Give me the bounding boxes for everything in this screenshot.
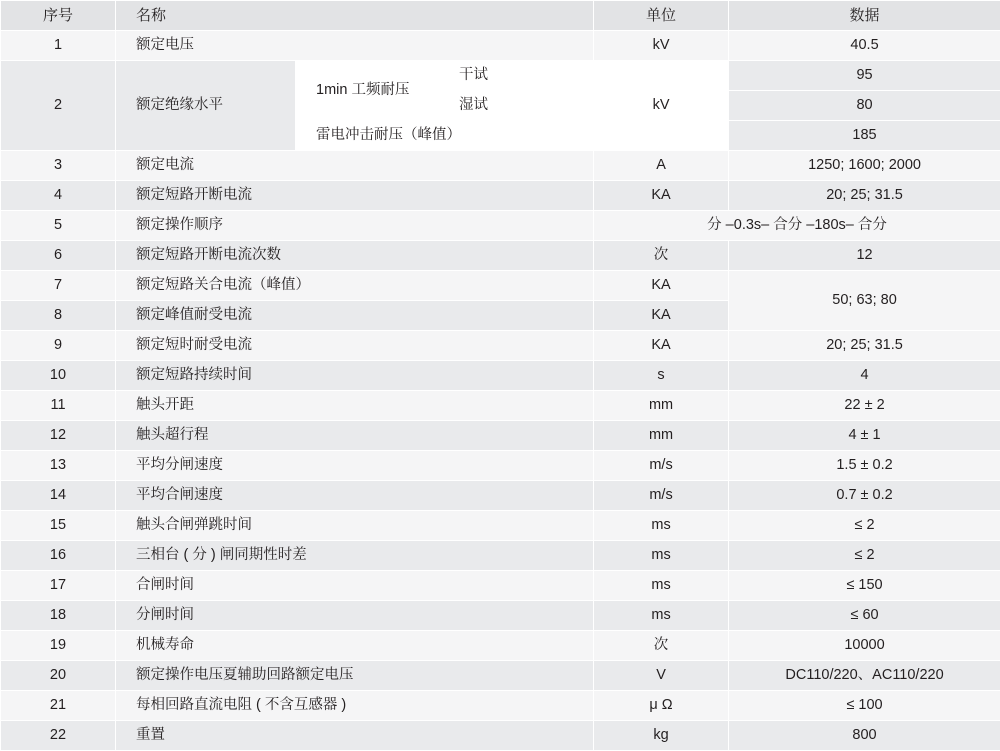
row-name (116, 601, 594, 631)
row-no-value: 8 (1, 302, 115, 329)
table-row (1, 631, 1000, 661)
row-unit (594, 541, 729, 571)
row-no-value: 22 (1, 722, 115, 749)
row-name (116, 421, 594, 451)
row-no (1, 691, 116, 721)
row-name (116, 481, 594, 511)
row-name-value: 额定电压 (116, 32, 593, 59)
row-data (594, 211, 1000, 241)
row-no-value: 14 (1, 482, 115, 509)
row-unit (594, 601, 729, 631)
row-data-value: 95 (729, 62, 1000, 89)
row-no (1, 361, 116, 391)
row-name (116, 451, 594, 481)
row-unit (594, 301, 729, 331)
row-name-value: 合闸时间 (116, 572, 593, 599)
row-no-value: 7 (1, 272, 115, 299)
table-row (1, 451, 1000, 481)
row-no (1, 301, 116, 331)
row-unit (594, 511, 729, 541)
row-data (729, 271, 1000, 331)
table-row (1, 601, 1000, 631)
row-name-value: 额定操作顺序 (116, 212, 593, 239)
row-data-value: 0.7 ± 0.2 (729, 482, 1000, 509)
row-no-value: 13 (1, 452, 115, 479)
row-name (116, 61, 296, 151)
row-name (116, 571, 594, 601)
row-unit-value: mm (594, 392, 728, 419)
row-no-value: 15 (1, 512, 115, 539)
row-no (1, 271, 116, 301)
table-row (1, 721, 1000, 751)
row-data (729, 241, 1000, 271)
row-no (1, 391, 116, 421)
row-no-value: 6 (1, 242, 115, 269)
row-subitem (439, 61, 594, 91)
row-unit-value: μ Ω (594, 692, 728, 719)
row-unit-value: mm (594, 422, 728, 449)
row-no-value: 4 (1, 182, 115, 209)
row-no-value: 19 (1, 632, 115, 659)
row-name (116, 631, 594, 661)
row-data (729, 151, 1000, 181)
row-name-value: 额定短路关合电流（峰值） (116, 272, 593, 299)
row-name-value: 平均分闸速度 (116, 452, 593, 479)
row-unit (594, 391, 729, 421)
row-data-value: 20; 25; 31.5 (729, 182, 1000, 209)
row-unit-value: m/s (594, 452, 728, 479)
row-name-value: 每相回路直流电阻 ( 不含互感器 ) (116, 692, 593, 719)
row-unit-value: ms (594, 572, 728, 599)
row-no (1, 481, 116, 511)
row-name (116, 511, 594, 541)
table-row (1, 361, 1000, 391)
row-name (116, 541, 594, 571)
row-unit (594, 271, 729, 301)
row-no (1, 421, 116, 451)
row-data-value: 12 (729, 242, 1000, 269)
row-data (729, 421, 1000, 451)
row-data-value: ≤ 2 (729, 512, 1000, 539)
row-subgroup-value: 1min 工频耐压 (296, 77, 438, 104)
row-unit-value: V (594, 662, 728, 689)
row-data-value: ≤ 100 (729, 692, 1000, 719)
row-name-value: 触头开距 (116, 392, 593, 419)
row-name-value: 机械寿命 (116, 632, 593, 659)
row-name-value: 额定峰值耐受电流 (116, 302, 593, 329)
row-unit-value: kV (594, 92, 728, 119)
row-unit (594, 61, 729, 151)
row-data-value: 1.5 ± 0.2 (729, 452, 1000, 479)
row-no (1, 631, 116, 661)
table-row (1, 151, 1000, 181)
row-no (1, 241, 116, 271)
table-header-row (1, 1, 1000, 31)
row-name-value: 额定绝缘水平 (116, 92, 295, 119)
row-data (729, 451, 1000, 481)
row-unit-value: kV (594, 32, 728, 59)
row-name (116, 271, 594, 301)
row-name (116, 721, 594, 751)
row-unit (594, 721, 729, 751)
row-data (729, 721, 1000, 751)
table-row (1, 181, 1000, 211)
row-data-value: 20; 25; 31.5 (729, 332, 1000, 359)
row-name-value: 三相台 ( 分 ) 闸同期性时差 (116, 542, 593, 569)
row-unit-value: kg (594, 722, 728, 749)
row-data-value: 40.5 (729, 32, 1000, 59)
row-unit (594, 151, 729, 181)
row-unit (594, 331, 729, 361)
row-name-value: 额定操作电压夏辅助回路额定电压 (116, 662, 593, 689)
row-name (116, 301, 594, 331)
table-row (1, 211, 1000, 241)
row-unit (594, 181, 729, 211)
row-data (729, 91, 1000, 121)
row-no (1, 601, 116, 631)
row-data (729, 61, 1000, 91)
row-data-value: 1250; 1600; 2000 (729, 152, 1000, 179)
table-row (1, 511, 1000, 541)
row-unit (594, 451, 729, 481)
row-data-value: 22 ± 2 (729, 392, 1000, 419)
row-data (729, 661, 1000, 691)
row-data-value: ≤ 60 (729, 602, 1000, 629)
row-data (729, 511, 1000, 541)
row-no (1, 331, 116, 361)
row-data (729, 571, 1000, 601)
row-data-value: 4 (729, 362, 1000, 389)
row-unit (594, 631, 729, 661)
row-subgroup-value: 雷电冲击耐压（峰值） (296, 122, 593, 149)
row-unit (594, 481, 729, 511)
row-unit-value: ms (594, 542, 728, 569)
header-cell-unit (594, 1, 729, 31)
table-row (1, 691, 1000, 721)
row-data-value: 800 (729, 722, 1000, 749)
row-name-value: 额定电流 (116, 152, 593, 179)
row-name-value: 分闸时间 (116, 602, 593, 629)
row-no (1, 61, 116, 151)
table-row (1, 271, 1000, 301)
row-no-value: 10 (1, 362, 115, 389)
row-data-value: DC110/220、AC110/220 (729, 662, 1000, 689)
row-unit-value: 次 (594, 632, 728, 659)
row-subgroup (296, 121, 594, 151)
row-data-value: ≤ 150 (729, 572, 1000, 599)
row-name-value: 额定短时耐受电流 (116, 332, 593, 359)
row-name (116, 331, 594, 361)
row-subitem (439, 91, 594, 121)
row-data-value: 4 ± 1 (729, 422, 1000, 449)
row-unit (594, 31, 729, 61)
row-no (1, 661, 116, 691)
table-row (1, 661, 1000, 691)
row-no-value: 2 (1, 92, 115, 119)
row-name-value: 重置 (116, 722, 593, 749)
header-label-no: 序号 (1, 2, 115, 30)
row-subgroup (296, 61, 439, 121)
row-no-value: 18 (1, 602, 115, 629)
row-unit-value: KA (594, 182, 728, 209)
row-data (729, 631, 1000, 661)
header-cell-data (729, 1, 1000, 31)
table-row (1, 571, 1000, 601)
row-name (116, 151, 594, 181)
row-unit-value: KA (594, 332, 728, 359)
row-no (1, 451, 116, 481)
row-name (116, 31, 594, 61)
row-no (1, 211, 116, 241)
row-data-value: 80 (729, 92, 1000, 119)
row-unit (594, 361, 729, 391)
row-name (116, 391, 594, 421)
row-data-value: 185 (729, 122, 1000, 149)
row-unit-value: s (594, 362, 728, 389)
row-no-value: 12 (1, 422, 115, 449)
row-unit-value: KA (594, 302, 728, 329)
row-no (1, 541, 116, 571)
row-name-value: 触头合闸弹跳时间 (116, 512, 593, 539)
row-unit (594, 661, 729, 691)
row-name (116, 661, 594, 691)
row-no (1, 571, 116, 601)
row-no-value: 16 (1, 542, 115, 569)
row-unit (594, 421, 729, 451)
row-name (116, 691, 594, 721)
table-row (1, 241, 1000, 271)
row-unit-value: KA (594, 272, 728, 299)
row-no-value: 20 (1, 662, 115, 689)
row-data (729, 361, 1000, 391)
row-data (729, 481, 1000, 511)
row-no (1, 31, 116, 61)
row-subitem-value: 干试 (439, 62, 593, 89)
row-name-value: 触头超行程 (116, 422, 593, 449)
row-data (729, 541, 1000, 571)
row-no-value: 1 (1, 32, 115, 59)
row-unit-value: 次 (594, 242, 728, 269)
table-row (1, 541, 1000, 571)
row-no-value: 21 (1, 692, 115, 719)
row-no-value: 5 (1, 212, 115, 239)
row-unit-value: A (594, 152, 728, 179)
header-label-unit: 单位 (594, 2, 728, 30)
row-name-value: 额定短路开断电流次数 (116, 242, 593, 269)
row-no (1, 181, 116, 211)
row-no (1, 721, 116, 751)
row-unit (594, 571, 729, 601)
row-name (116, 181, 594, 211)
row-no (1, 151, 116, 181)
table-row (1, 391, 1000, 421)
row-name (116, 361, 594, 391)
row-unit-value: ms (594, 512, 728, 539)
header-cell-no (1, 1, 116, 31)
row-data (729, 331, 1000, 361)
table-row (1, 421, 1000, 451)
row-name (116, 211, 594, 241)
table-row (1, 481, 1000, 511)
row-data (729, 391, 1000, 421)
row-data-value: 50; 63; 80 (729, 287, 1000, 314)
row-data-value: 分 –0.3s– 合分 –180s– 合分 (594, 212, 1000, 239)
row-data-value: ≤ 2 (729, 542, 1000, 569)
row-no-value: 3 (1, 152, 115, 179)
row-data (729, 181, 1000, 211)
row-unit-value: m/s (594, 482, 728, 509)
row-data (729, 691, 1000, 721)
row-no-value: 9 (1, 332, 115, 359)
row-no-value: 11 (1, 392, 115, 419)
table-row (1, 31, 1000, 61)
row-no-value: 17 (1, 572, 115, 599)
row-data (729, 31, 1000, 61)
row-name-value: 平均合闸速度 (116, 482, 593, 509)
table-row (1, 61, 1000, 91)
row-data (729, 121, 1000, 151)
table-row (1, 331, 1000, 361)
row-name-value: 额定短路持续时间 (116, 362, 593, 389)
row-data (729, 601, 1000, 631)
row-no (1, 511, 116, 541)
row-name (116, 241, 594, 271)
header-label-data: 数据 (729, 2, 1000, 30)
row-data-value: 10000 (729, 632, 1000, 659)
header-cell-name (116, 1, 594, 31)
header-label-name: 名称 (116, 2, 593, 30)
row-unit (594, 241, 729, 271)
row-unit-value: ms (594, 602, 728, 629)
row-subitem-value: 湿试 (439, 92, 593, 119)
row-name-value: 额定短路开断电流 (116, 182, 593, 209)
row-unit (594, 691, 729, 721)
